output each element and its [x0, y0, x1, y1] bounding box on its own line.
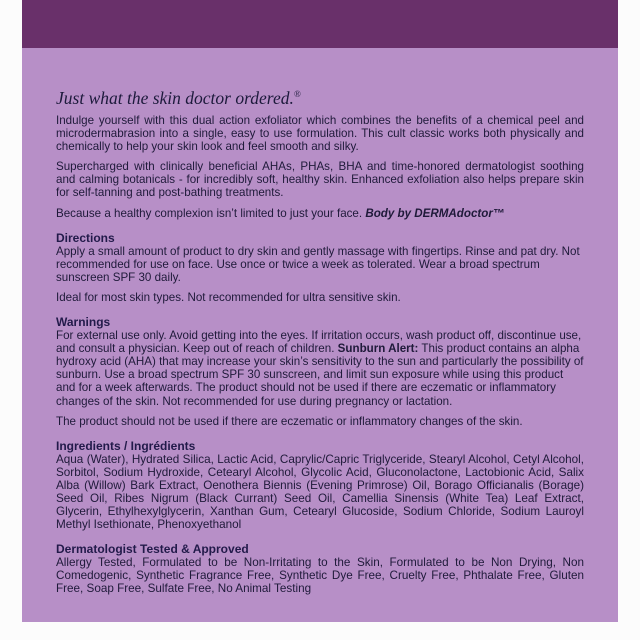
label-panel [22, 0, 618, 622]
intro-paragraph-3 [56, 207, 584, 220]
brand-name: Body by DERMAdoctor™ [365, 206, 505, 220]
warnings-paragraph-1 [56, 329, 584, 408]
warnings-text-pre: For external use only. Avoid getting into the eyes. If irritation occurs, wash product off, discontinue use, and consult a physician. Keep out of reach of children. [56, 329, 582, 356]
intro-paragraph-2: Supercharged with clinically beneficial AHAs, PHAs, BHA and time-honored dermatologist soothing and calming botanicals - for incredibly soft, healthy skin. Enhanced exfoliation also helps prepare skin for self-tanning and post-bathing treatments. [56, 160, 584, 200]
warnings-text-post: This product contains an alpha hydroxy acid (AHA) that may increase your skin’s sensitivity to the sun and particularly the possibility of sunburn. Use a broad spectrum SPF 30 sunscreen, and limit sun exposure while using this product and for a week afterwards. The product should not be used if there are eczematic or inflammatory changes of the skin. Not recommended for use during pregnancy or lactation. [56, 342, 584, 408]
label-content [56, 86, 584, 596]
intro-paragraph-1: Indulge yourself with this dual action exfoliator which combines the benefits of a chemical peel and microdermabrasion into a single, easy to use formulation. This cult classic works both physically and chemically to help your skin look and feel smooth and silky. [56, 114, 584, 154]
tagline-text: Just what the skin doctor ordered. [56, 88, 294, 108]
tested-claims: Allergy Tested, Formulated to be Non-Irritating to the Skin, Formulated to be Non Drying, Non Comedogenic, Synthetic Fragrance Free, Synthetic Dye Free, Cruelty Free, Phthalate Free, Gluten Free, Soap Free, Sulfate Free, No Animal Testing [56, 556, 584, 596]
top-color-band [22, 0, 618, 48]
warnings-paragraph-2: The product should not be used if there are eczematic or inflammatory changes of the skin. [56, 414, 523, 428]
directions-paragraph-1: Apply a small amount of product to dry skin and gently massage with fingertips. Rinse and pat dry. Not recommended for use on face. Use once or twice a week as tolerated. Wear a broad spectrum sunscreen SPF 30 daily. [56, 244, 580, 284]
tested-heading: Dermatologist Tested & Approved [56, 542, 249, 557]
directions-paragraph-2: Ideal for most skin types. Not recommended for ultra sensitive skin. [56, 290, 401, 304]
sunburn-alert-label: Sunburn Alert: [337, 342, 419, 356]
intro-paragraph-3-text: Because a healthy complexion isn’t limited to just your face. [56, 206, 363, 220]
ingredients-heading: Ingredients / Ingrédients [56, 438, 196, 453]
directions-heading: Directions [56, 230, 115, 245]
ingredients-list: Aqua (Water), Hydrated Silica, Lactic Acid, Caprylic/Capric Triglyceride, Stearyl Alcohol, Cetyl Alcohol, Sorbitol, Sodium Hydroxide, Cetearyl Alcohol, Glycolic Acid, Gluconolactone, Lactobionic Acid, Salix Alba (Willow) Bark Extract, Oenothera Biennis (Evening Primrose) Oil, Borago Officianalis (Borage) Seed Oil, Ribes Nigrum (Black Currant) Seed Oil, Camellia Sinensis (White Tea) Leaf Extract, Glycerin, Ethylhexylglycerin, Xanthan Gum, Cetearyl Glucoside, Sodium Chloride, Sodium Lauroyl Methyl Isethionate, Phenoxyethanol [56, 452, 584, 532]
registered-mark: ® [293, 89, 301, 100]
warnings-heading: Warnings [56, 315, 111, 330]
